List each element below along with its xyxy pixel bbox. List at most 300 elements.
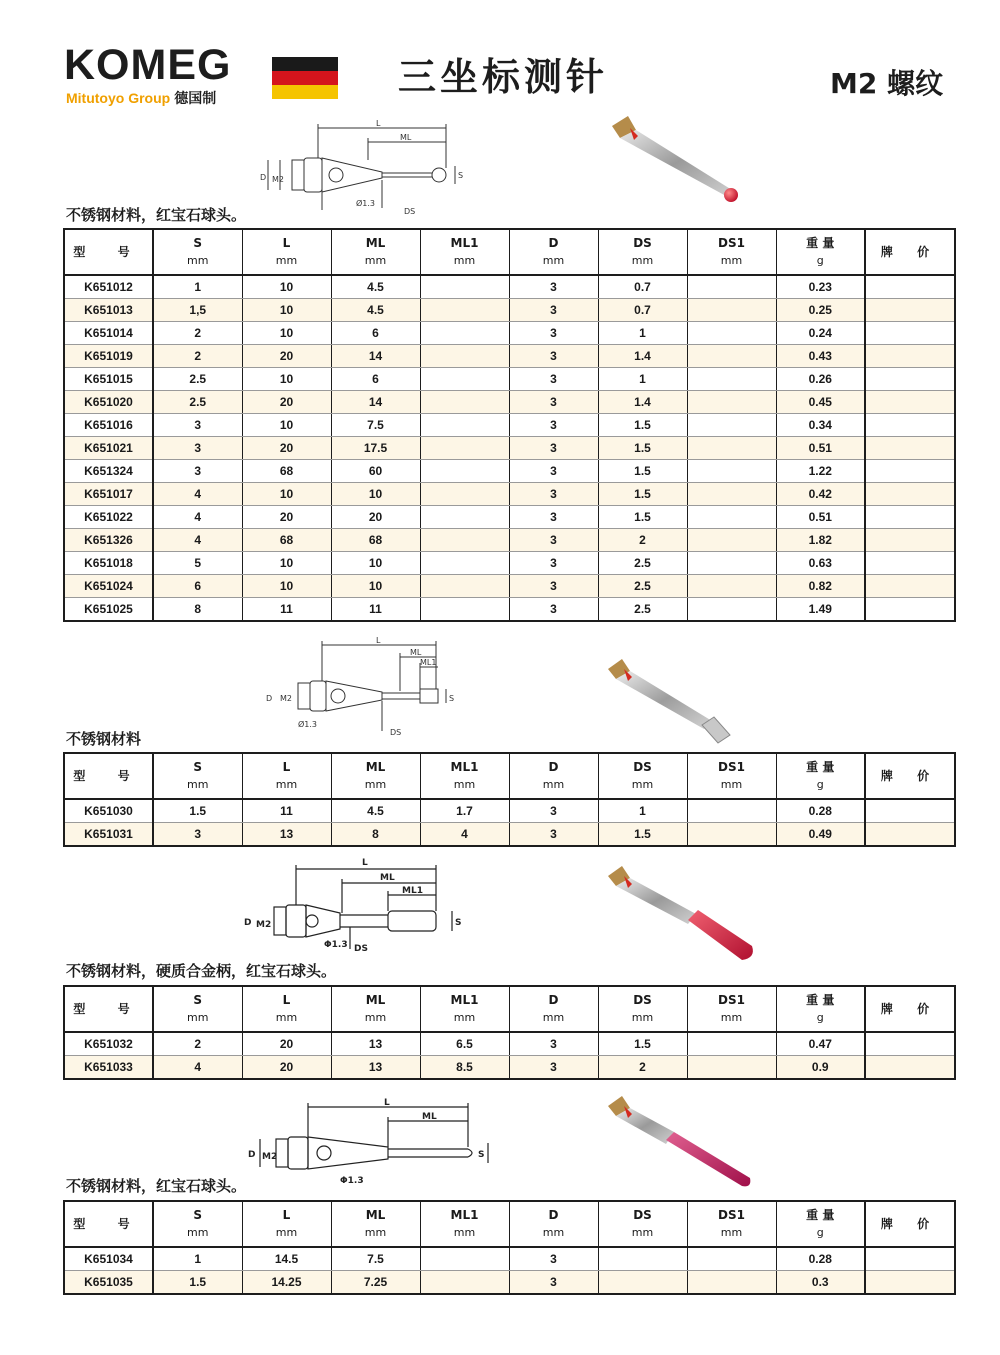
col-header-weight: 重 量 g — [776, 753, 865, 799]
cell-ml: 6 — [331, 322, 420, 345]
cell-price — [865, 1032, 955, 1056]
cell-price — [865, 345, 955, 368]
cell-ml: 7.25 — [331, 1271, 420, 1295]
table-row — [64, 823, 955, 847]
col-header-ml: ML mm — [331, 753, 420, 799]
cell-l: 68 — [242, 529, 331, 552]
col-header-ds: DS mm — [598, 753, 687, 799]
cell-d: 3 — [509, 414, 598, 437]
brand-subtitle — [66, 91, 216, 106]
cell-model: K651018 — [64, 552, 153, 575]
cell-l: 10 — [242, 414, 331, 437]
cell-ds1 — [687, 799, 776, 823]
cell-ds1 — [687, 506, 776, 529]
col-header-price: 牌 价 — [865, 229, 955, 275]
cell-model: K651014 — [64, 322, 153, 345]
table-row — [64, 483, 955, 506]
cell-ml1 — [420, 483, 509, 506]
dim-ml1-label: ML1 — [420, 658, 437, 667]
cell-d: 3 — [509, 506, 598, 529]
cell-ml1 — [420, 391, 509, 414]
cell-ml: 7.5 — [331, 414, 420, 437]
cell-price — [865, 322, 955, 345]
cell-d: 3 — [509, 598, 598, 622]
cell-l: 10 — [242, 552, 331, 575]
cell-price — [865, 598, 955, 622]
col-header-price: 牌 价 — [865, 1201, 955, 1247]
table-row — [64, 506, 955, 529]
table-header-row — [64, 986, 955, 1032]
cell-model: K651324 — [64, 460, 153, 483]
cell-s: 5 — [153, 552, 242, 575]
cell-weight: 1.82 — [776, 529, 865, 552]
cell-ds: 2.5 — [598, 575, 687, 598]
cell-model: K651326 — [64, 529, 153, 552]
cell-ds: 1 — [598, 322, 687, 345]
cell-ds1 — [687, 529, 776, 552]
dim-m2-label: M2 — [256, 920, 272, 930]
dim-d-label: D — [244, 918, 252, 928]
cell-ds: 2.5 — [598, 598, 687, 622]
col-header-d: D mm — [509, 986, 598, 1032]
cell-ds1 — [687, 437, 776, 460]
dim-l-label: L — [362, 858, 368, 868]
stylus-drawing-4 — [240, 1095, 500, 1187]
col-header-model: 型 号 — [64, 986, 153, 1032]
col-header-l: L mm — [242, 986, 331, 1032]
cell-price — [865, 275, 955, 299]
stylus-photo-3 — [600, 862, 760, 967]
cell-ds1 — [687, 460, 776, 483]
cell-ml1 — [420, 437, 509, 460]
cell-ds1 — [687, 414, 776, 437]
cell-ml: 4.5 — [331, 799, 420, 823]
cell-d: 3 — [509, 529, 598, 552]
cell-ds: 1.5 — [598, 823, 687, 847]
table-row — [64, 575, 955, 598]
made-in-label: 德国制 — [174, 91, 217, 107]
cell-s: 2 — [153, 322, 242, 345]
cell-price — [865, 414, 955, 437]
cell-weight: 0.47 — [776, 1032, 865, 1056]
table-row — [64, 275, 955, 299]
cell-s: 1.5 — [153, 1271, 242, 1295]
spec-table-1 — [63, 228, 956, 622]
dim-s-label: S — [455, 918, 462, 928]
spec-table-2 — [63, 752, 956, 847]
cell-s: 1,5 — [153, 299, 242, 322]
col-header-ds1: DS1 mm — [687, 986, 776, 1032]
cell-ds: 1.5 — [598, 437, 687, 460]
cell-model: K651016 — [64, 414, 153, 437]
cell-ml: 20 — [331, 506, 420, 529]
stylus-drawing-2 — [260, 635, 480, 740]
stylus-photo-2 — [600, 655, 740, 750]
col-header-ml1: ML1 mm — [420, 753, 509, 799]
cell-d: 3 — [509, 552, 598, 575]
cell-weight: 0.82 — [776, 575, 865, 598]
dim-ds-label: DS — [390, 728, 402, 737]
cell-s: 6 — [153, 575, 242, 598]
cell-s: 2 — [153, 345, 242, 368]
cell-l: 20 — [242, 391, 331, 414]
cell-d: 3 — [509, 823, 598, 847]
cell-ml: 10 — [331, 552, 420, 575]
cell-ml1 — [420, 275, 509, 299]
cell-ml1 — [420, 299, 509, 322]
dim-ds-label: DS — [404, 207, 416, 216]
cell-model: K651030 — [64, 799, 153, 823]
cell-price — [865, 437, 955, 460]
cell-weight: 0.25 — [776, 299, 865, 322]
cell-d: 3 — [509, 1247, 598, 1271]
cell-ml: 7.5 — [331, 1247, 420, 1271]
cell-price — [865, 823, 955, 847]
cell-weight: 0.23 — [776, 275, 865, 299]
cell-l: 11 — [242, 598, 331, 622]
table-row — [64, 1271, 955, 1295]
cell-model: K651024 — [64, 575, 153, 598]
cell-weight: 0.51 — [776, 506, 865, 529]
cell-ml1 — [420, 1247, 509, 1271]
cell-ds1 — [687, 322, 776, 345]
cell-weight: 0.26 — [776, 368, 865, 391]
cell-ds: 1.5 — [598, 460, 687, 483]
cell-ml: 17.5 — [331, 437, 420, 460]
cell-s: 8 — [153, 598, 242, 622]
cell-price — [865, 1247, 955, 1271]
col-header-ml: ML mm — [331, 986, 420, 1032]
cell-weight: 0.49 — [776, 823, 865, 847]
cell-price — [865, 1056, 955, 1080]
dim-d-label: D — [248, 1150, 256, 1160]
table-row — [64, 529, 955, 552]
cell-weight: 0.24 — [776, 322, 865, 345]
cell-price — [865, 368, 955, 391]
cell-ds: 2.5 — [598, 552, 687, 575]
cell-price — [865, 299, 955, 322]
cell-ds: 0.7 — [598, 275, 687, 299]
table-row — [64, 799, 955, 823]
dim-d-label: D — [266, 694, 273, 703]
cell-s: 1 — [153, 1247, 242, 1271]
cell-weight: 0.45 — [776, 391, 865, 414]
table-header-row — [64, 1201, 955, 1247]
table-row — [64, 322, 955, 345]
cell-s: 1.5 — [153, 799, 242, 823]
cell-model: K651020 — [64, 391, 153, 414]
cell-ml1: 1.7 — [420, 799, 509, 823]
col-header-s: S mm — [153, 1201, 242, 1247]
cell-ds1 — [687, 299, 776, 322]
cell-d: 3 — [509, 1056, 598, 1080]
cell-s: 4 — [153, 483, 242, 506]
cell-s: 4 — [153, 1056, 242, 1080]
table-row — [64, 299, 955, 322]
cell-ds: 1.4 — [598, 345, 687, 368]
cell-d: 3 — [509, 345, 598, 368]
cell-ml1 — [420, 575, 509, 598]
cell-ds: 1.5 — [598, 506, 687, 529]
cell-d: 3 — [509, 1271, 598, 1295]
col-header-ds1: DS1 mm — [687, 753, 776, 799]
cell-model: K651019 — [64, 345, 153, 368]
dim-ml1-label: ML1 — [402, 886, 423, 896]
cell-l: 10 — [242, 483, 331, 506]
cell-ml1: 8.5 — [420, 1056, 509, 1080]
col-header-l: L mm — [242, 753, 331, 799]
cell-ds: 0.7 — [598, 299, 687, 322]
table-row — [64, 1056, 955, 1080]
cell-s: 4 — [153, 529, 242, 552]
cell-d: 3 — [509, 368, 598, 391]
stylus-photo-4 — [600, 1092, 760, 1192]
cell-model: K651025 — [64, 598, 153, 622]
cell-ds1 — [687, 552, 776, 575]
cell-weight: 0.9 — [776, 1056, 865, 1080]
dim-m2-label: M2 — [280, 694, 292, 703]
cell-s: 2.5 — [153, 391, 242, 414]
cell-ml: 14 — [331, 391, 420, 414]
cell-price — [865, 460, 955, 483]
col-header-ds1: DS1 mm — [687, 229, 776, 275]
cell-l: 10 — [242, 368, 331, 391]
cell-ds: 2 — [598, 1056, 687, 1080]
cell-ml1 — [420, 460, 509, 483]
cell-ds: 1.4 — [598, 391, 687, 414]
cell-model: K651013 — [64, 299, 153, 322]
cell-model: K651034 — [64, 1247, 153, 1271]
cell-s: 3 — [153, 414, 242, 437]
cell-price — [865, 799, 955, 823]
cell-d: 3 — [509, 322, 598, 345]
spec-table-4 — [63, 1200, 956, 1295]
dim-phi-label: Ø1.3 — [356, 199, 376, 208]
cell-ml: 10 — [331, 575, 420, 598]
cell-price — [865, 529, 955, 552]
table-header-row — [64, 229, 955, 275]
cell-l: 10 — [242, 299, 331, 322]
col-header-d: D mm — [509, 753, 598, 799]
cell-ds: 2 — [598, 529, 687, 552]
stylus-drawing-1 — [250, 120, 480, 220]
section-caption-1: 不锈钢材料，红宝石球头。 — [66, 206, 247, 224]
col-header-d: D mm — [509, 229, 598, 275]
cell-ds1 — [687, 1247, 776, 1271]
stylus-drawing-3 — [240, 855, 475, 955]
section-caption-3: 不锈钢材料，硬质合金柄，红宝石球头。 — [66, 962, 337, 980]
cell-ml1 — [420, 368, 509, 391]
dim-ml-label: ML — [380, 873, 395, 883]
section-caption-4: 不锈钢材料，红宝石球头。 — [66, 1177, 247, 1195]
cell-d: 3 — [509, 483, 598, 506]
cell-price — [865, 506, 955, 529]
cell-weight: 1.49 — [776, 598, 865, 622]
cell-ds: 1.5 — [598, 1032, 687, 1056]
cell-s: 2 — [153, 1032, 242, 1056]
cell-ml1 — [420, 345, 509, 368]
cell-ds1 — [687, 368, 776, 391]
cell-l: 10 — [242, 575, 331, 598]
dim-ml-label: ML — [422, 1112, 437, 1122]
cell-weight: 0.51 — [776, 437, 865, 460]
cell-d: 3 — [509, 460, 598, 483]
col-header-ml1: ML1 mm — [420, 986, 509, 1032]
cell-l: 14.25 — [242, 1271, 331, 1295]
cell-ds — [598, 1271, 687, 1295]
cell-d: 3 — [509, 437, 598, 460]
cell-ds: 1.5 — [598, 414, 687, 437]
dim-m2-label: M2 — [272, 175, 284, 184]
cell-model: K651022 — [64, 506, 153, 529]
cell-ml: 4.5 — [331, 299, 420, 322]
cell-model: K651015 — [64, 368, 153, 391]
cell-d: 3 — [509, 799, 598, 823]
cell-ds: 1 — [598, 799, 687, 823]
cell-weight: 0.3 — [776, 1271, 865, 1295]
cell-price — [865, 1271, 955, 1295]
cell-ml: 11 — [331, 598, 420, 622]
cell-l: 20 — [242, 1032, 331, 1056]
cell-d: 3 — [509, 1032, 598, 1056]
cell-ml1 — [420, 552, 509, 575]
cell-ds1 — [687, 483, 776, 506]
thread-spec: M2 螺纹 — [830, 67, 944, 100]
dim-ml-label: ML — [400, 133, 412, 142]
dim-phi-label: Φ1.3 — [340, 1176, 364, 1186]
cell-ml1 — [420, 414, 509, 437]
dim-m2-label: M2 — [262, 1152, 278, 1162]
col-header-s: S mm — [153, 753, 242, 799]
cell-l: 20 — [242, 345, 331, 368]
cell-ds — [598, 1247, 687, 1271]
cell-weight: 0.34 — [776, 414, 865, 437]
cell-price — [865, 575, 955, 598]
cell-ml1: 6.5 — [420, 1032, 509, 1056]
dim-l-label: L — [376, 636, 381, 645]
cell-model: K651021 — [64, 437, 153, 460]
col-header-s: S mm — [153, 986, 242, 1032]
cell-ds1 — [687, 598, 776, 622]
dim-phi-label: Ø1.3 — [298, 720, 318, 729]
col-header-s: S mm — [153, 229, 242, 275]
cell-ds: 1 — [598, 368, 687, 391]
cell-l: 20 — [242, 506, 331, 529]
cell-s: 1 — [153, 275, 242, 299]
col-header-weight: 重 量 g — [776, 986, 865, 1032]
cell-l: 20 — [242, 437, 331, 460]
cell-price — [865, 552, 955, 575]
cell-l: 10 — [242, 275, 331, 299]
cell-price — [865, 391, 955, 414]
dim-ds-label: DS — [354, 944, 368, 954]
cell-ml1 — [420, 529, 509, 552]
cell-s: 3 — [153, 437, 242, 460]
col-header-price: 牌 价 — [865, 753, 955, 799]
col-header-ds: DS mm — [598, 986, 687, 1032]
cell-weight: 0.43 — [776, 345, 865, 368]
dim-s-label: S — [458, 171, 464, 180]
german-flag-icon — [272, 57, 338, 99]
cell-ml: 6 — [331, 368, 420, 391]
cell-ds1 — [687, 1271, 776, 1295]
col-header-ds: DS mm — [598, 1201, 687, 1247]
spec-table-3 — [63, 985, 956, 1080]
col-header-ml1: ML1 mm — [420, 229, 509, 275]
cell-s: 3 — [153, 460, 242, 483]
col-header-ds1: DS1 mm — [687, 1201, 776, 1247]
cell-ml1 — [420, 1271, 509, 1295]
cell-weight: 1.22 — [776, 460, 865, 483]
cell-ml: 13 — [331, 1056, 420, 1080]
col-header-weight: 重 量 g — [776, 229, 865, 275]
cell-d: 3 — [509, 575, 598, 598]
col-header-l: L mm — [242, 1201, 331, 1247]
cell-l: 10 — [242, 322, 331, 345]
cell-ds1 — [687, 575, 776, 598]
cell-l: 11 — [242, 799, 331, 823]
cell-d: 3 — [509, 299, 598, 322]
cell-ds1 — [687, 1032, 776, 1056]
col-header-d: D mm — [509, 1201, 598, 1247]
cell-ml: 13 — [331, 1032, 420, 1056]
cell-ml1: 4 — [420, 823, 509, 847]
col-header-model: 型 号 — [64, 1201, 153, 1247]
cell-model: K651012 — [64, 275, 153, 299]
table-row — [64, 414, 955, 437]
table-row — [64, 368, 955, 391]
cell-ds1 — [687, 391, 776, 414]
cell-ml: 14 — [331, 345, 420, 368]
col-header-model: 型 号 — [64, 229, 153, 275]
cell-s: 2.5 — [153, 368, 242, 391]
col-header-weight: 重 量 g — [776, 1201, 865, 1247]
table-row — [64, 345, 955, 368]
cell-price — [865, 483, 955, 506]
table-row — [64, 1247, 955, 1271]
cell-d: 3 — [509, 275, 598, 299]
table-row — [64, 437, 955, 460]
dim-ml-label: ML — [410, 648, 422, 657]
section-caption-2: 不锈钢材料 — [66, 730, 142, 748]
cell-l: 20 — [242, 1056, 331, 1080]
cell-ml1 — [420, 506, 509, 529]
cell-l: 68 — [242, 460, 331, 483]
brand-logo: KOMEG — [64, 41, 232, 89]
cell-model: K651032 — [64, 1032, 153, 1056]
col-header-ml: ML mm — [331, 229, 420, 275]
cell-model: K651017 — [64, 483, 153, 506]
cell-d: 3 — [509, 391, 598, 414]
col-header-ml1: ML1 mm — [420, 1201, 509, 1247]
cell-ml: 60 — [331, 460, 420, 483]
cell-model: K651031 — [64, 823, 153, 847]
dim-phi-label: Φ1.3 — [324, 940, 348, 950]
col-header-price: 牌 价 — [865, 986, 955, 1032]
col-header-ds: DS mm — [598, 229, 687, 275]
col-header-ml: ML mm — [331, 1201, 420, 1247]
cell-s: 3 — [153, 823, 242, 847]
cell-ml1 — [420, 322, 509, 345]
cell-weight: 0.28 — [776, 799, 865, 823]
cell-s: 4 — [153, 506, 242, 529]
cell-weight: 0.28 — [776, 1247, 865, 1271]
cell-ds1 — [687, 823, 776, 847]
table-row — [64, 552, 955, 575]
cell-ml1 — [420, 598, 509, 622]
cell-l: 14.5 — [242, 1247, 331, 1271]
table-row — [64, 1032, 955, 1056]
